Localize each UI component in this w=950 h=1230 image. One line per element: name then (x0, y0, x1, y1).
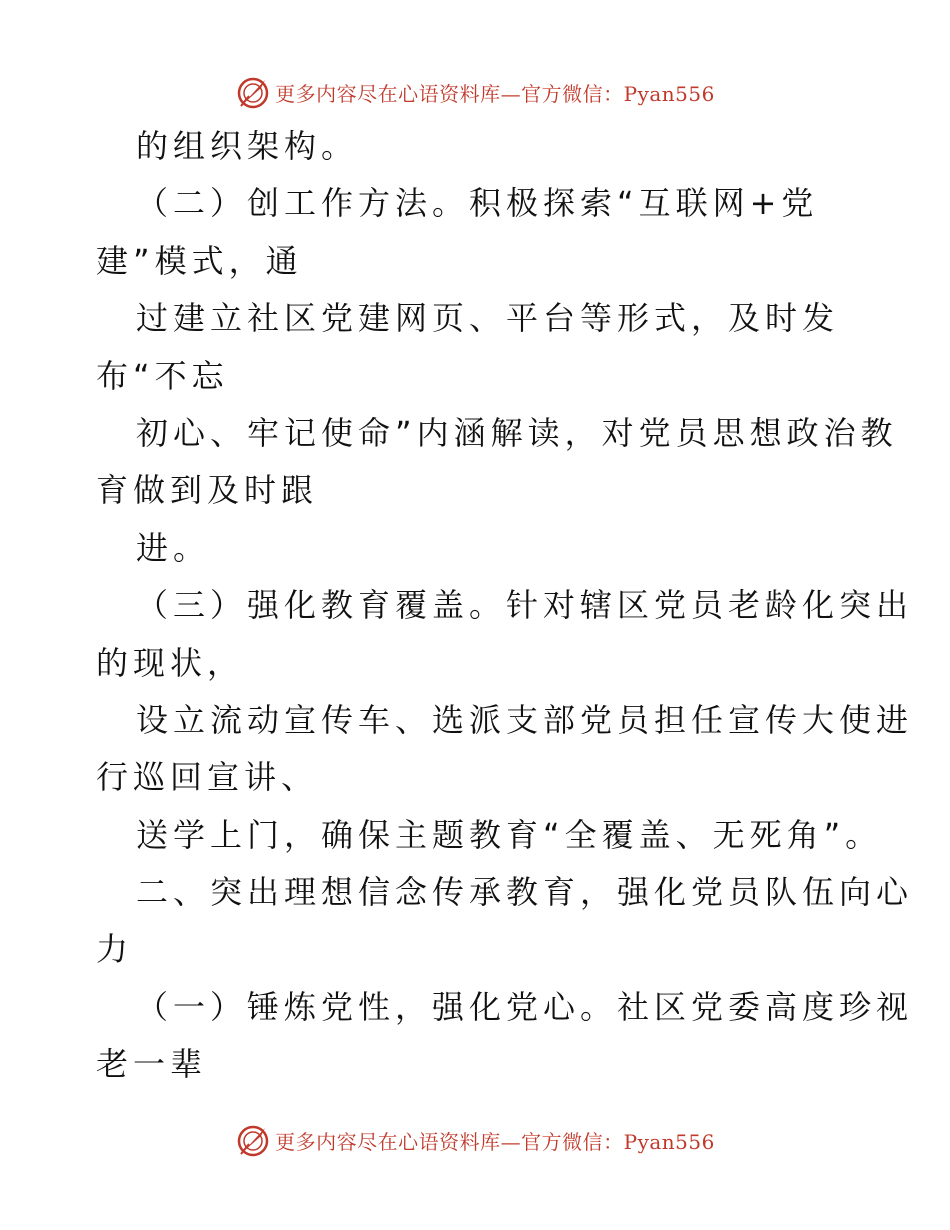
text-line: 建”模式，通 (96, 241, 303, 280)
text-line: 布“不忘 (96, 356, 229, 395)
document-body (96, 118, 914, 1094)
text-line: 力 (96, 930, 134, 969)
text-line: （三）强化教育覆盖。针对辖区党员老龄化突出 (136, 586, 914, 625)
text-line: 行巡回宣讲、 (96, 758, 319, 797)
text-line: 设立流动宣传车、选派支部党员担任宣传大使进 (136, 700, 914, 739)
text-line: 进。 (136, 528, 211, 567)
text-line: 初心、牢记使命”内涵解读，对党员思想政治教 (136, 413, 898, 452)
text-line: 送学上门，确保主题教育“全覆盖、无死角”。 (136, 815, 883, 854)
text-line: （二）创工作方法。积极探索“互联网+党 (136, 184, 819, 223)
text-line: 的现状， (96, 643, 245, 682)
quill-logo-icon (235, 1122, 271, 1158)
text-line: （一）锤炼党性，强化党心。社区党委高度珍视 (136, 987, 914, 1026)
text-line: 的组织架构。 (136, 127, 359, 165)
header-banner (0, 72, 950, 112)
text-line: 二、突出理想信念传承教育，强化党员队伍向心 (136, 873, 914, 912)
header-banner-text: 更多内容尽在心语资料库—官方微信：Pyan556 (275, 81, 715, 106)
quill-logo-icon (235, 74, 271, 110)
footer-banner-text: 更多内容尽在心语资料库—官方微信：Pyan556 (275, 1129, 715, 1154)
text-line: 老一辈 (96, 1045, 208, 1084)
text-line: 过建立社区党建网页、平台等形式，及时发 (136, 299, 840, 338)
footer-banner (0, 1120, 950, 1160)
text-line: 育做到及时跟 (96, 471, 319, 510)
